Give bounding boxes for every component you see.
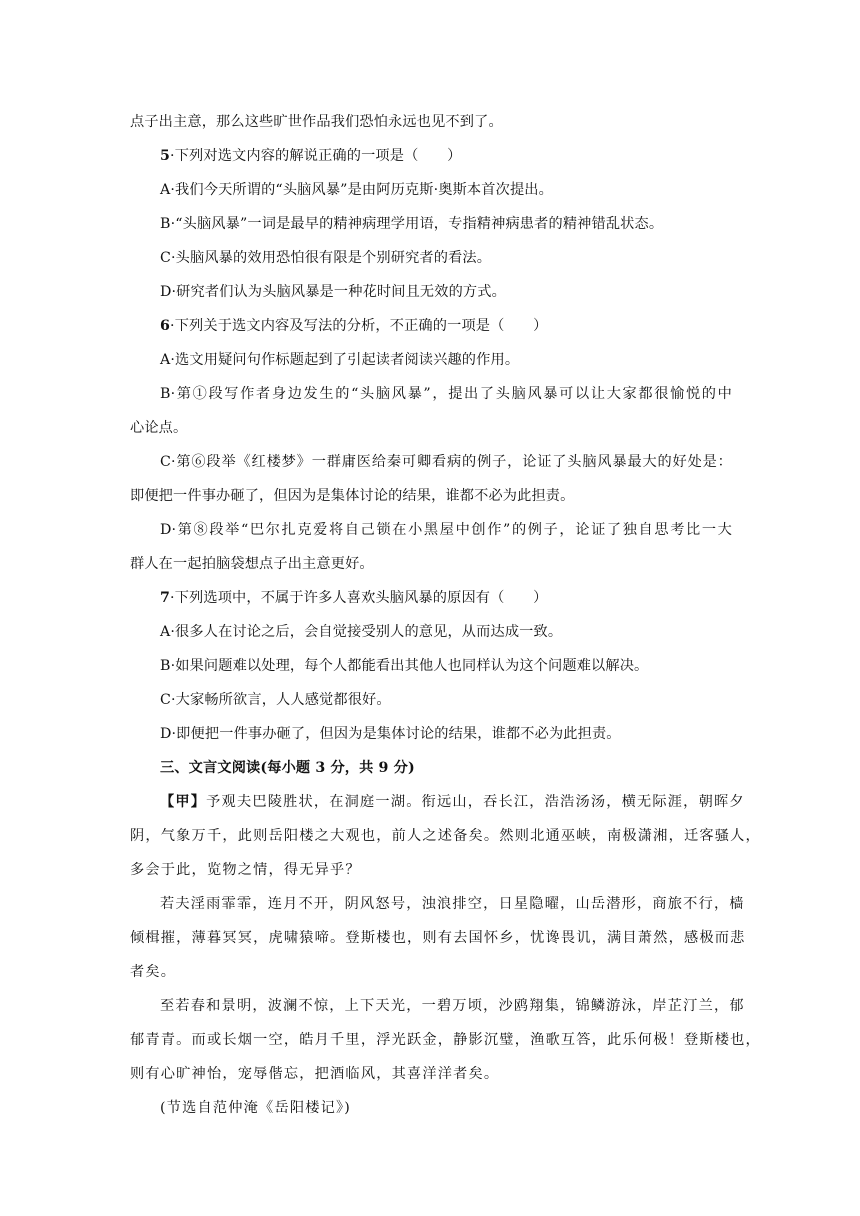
question-7-text: ·下列选项中，不属于许多人喜欢头脑风暴的原因有（ ） [170,590,548,606]
question-6-option-d-line1: D·第⑧段举“巴尔扎克爱将自己锁在小黑屋中创作”的例子，论证了独自思考比一大 [160,522,732,538]
passage-p1-line1: 【甲】予观夫巴陵胜状，在洞庭一湖。衔远山，吞长江，浩浩汤汤，横无际涯，朝晖夕 [160,794,745,810]
question-7-option-d: D·即便把一件事办砸了，但因为是集体讨论的结果，谁都不必为此担责。 [160,726,621,742]
question-7-option-a: A·很多人在讨论之后，会自觉接受别人的意见，从而达成一致。 [160,624,563,640]
passage-p1-line2: 阴，气象万千，此则岳阳楼之大观也，前人之述备矣。然则北通巫峡，南极潇湘，迁客骚人， [130,828,761,844]
passage-p2-line1: 若夫淫雨霏霏，连月不开，阴风怒号，浊浪排空，日星隐曜，山岳潜形，商旅不行，樯 [160,896,745,912]
intro-tail-line: 点子出主意，那么这些旷世作品我们恐怕永远也见不到了。 [130,114,503,130]
passage-p3-line2: 郁青青。而或长烟一空，皓月千里，浮光跃金，静影沉璧，渔歌互答，此乐何极！登斯楼也， [130,1032,761,1048]
question-5-stem [160,146,732,166]
question-5-option-a: A·我们今天所谓的“头脑风暴”是由阿历克斯·奥斯本首次提出。 [160,182,553,198]
passage-p2-line2: 倾楫摧，薄暮冥冥，虎啸猿啼。登斯楼也，则有去国怀乡，忧谗畏讥，满目萧然，感极而悲 [130,930,746,946]
question-6-number: 6 [160,318,171,334]
question-6-stem [160,316,732,336]
question-6-option-c-line1: C·第⑥段举《红楼梦》一群庸医给秦可卿看病的例子，论证了头脑风暴最大的好处是： [160,454,732,470]
question-6-option-a: A·选文用疑问句作标题起到了引起读者阅读兴趣的作用。 [160,352,520,368]
question-5-number: 5 [160,148,171,164]
question-6-text: ·下列关于选文内容及写法的分析，不正确的一项是（ ） [170,318,548,334]
question-6-option-b-line2: 心论点。 [130,420,188,436]
question-5-text: ·下列对选文内容的解说正确的一项是（ ） [170,148,462,164]
question-6-option-b-line1: B·第①段写作者身边发生的“头脑风暴”，提出了头脑风暴可以让大家都很愉悦的中 [160,386,732,402]
passage-p1-line3: 多会于此，览物之情，得无异乎？ [130,862,361,878]
question-7-number: 7 [160,590,171,606]
passage-p2-line3: 者矣。 [130,964,177,980]
question-5-option-d: D·研究者们认为头脑风暴是一种花时间且无效的方式。 [160,284,506,300]
question-6-option-c-line2: 即便把一件事办砸了，但因为是集体讨论的结果，谁都不必为此担责。 [130,488,575,504]
passage-label: 【甲】 [160,794,207,810]
question-5-option-b: B·“头脑风暴”一词是最早的精神病理学用语，专指精神病患者的精神错乱状态。 [160,216,664,232]
passage-p3-line3: 则有心旷神怡，宠辱偕忘，把酒临风，其喜洋洋者矣。 [130,1066,500,1082]
question-7-option-b: B·如果问题难以处理，每个人都能看出其他人也同样认为这个问题难以解决。 [160,658,649,674]
passage-p3-line1: 至若春和景明，波澜不惊，上下天光，一碧万顷，沙鸥翔集，锦鳞游泳，岸芷汀兰，郁 [160,998,745,1014]
question-7-option-c: C·大家畅所欲言，人人感觉都很好。 [160,692,391,708]
passage-source: (节选自范仲淹《岳阳楼记》) [160,1100,352,1116]
question-7-stem [160,588,732,608]
section-3-heading: 三、文言文阅读(每小题 3 分，共 9 分) [160,760,415,776]
question-6-option-d-line2: 群人在一起拍脑袋想点子出主意更好。 [130,556,374,572]
question-5-option-c: C·头脑风暴的效用恐怕很有限是个别研究者的看法。 [160,250,492,266]
